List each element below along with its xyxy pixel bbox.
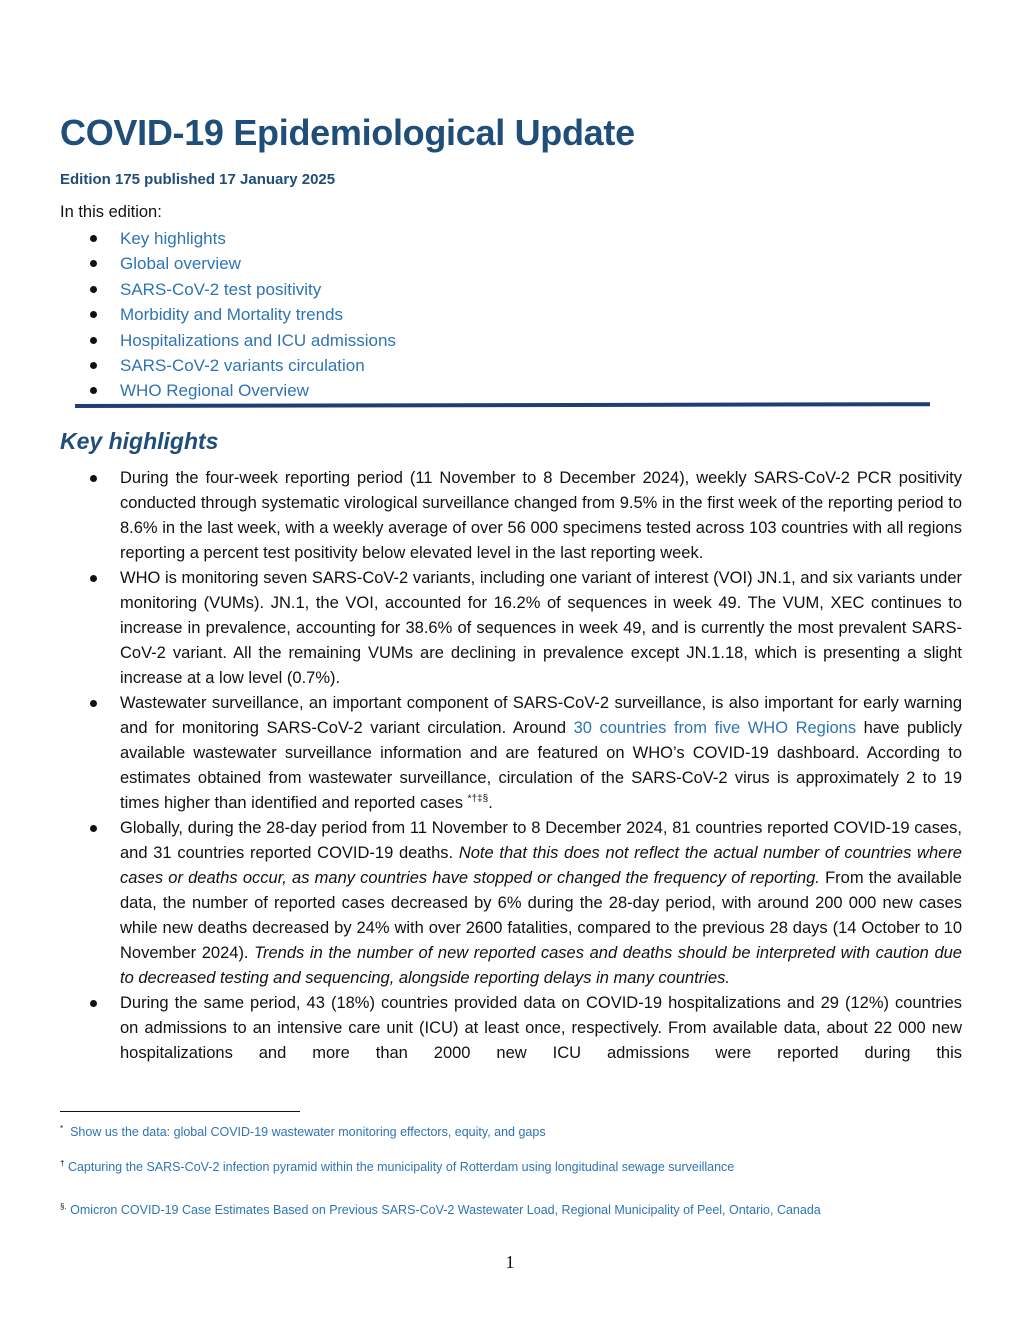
highlight-text: WHO is monitoring seven SARS-CoV-2 variants, including one variant of interest (VOI) JN.1, and six variants under monitoring (VUMs). JN.1, the VOI, accounted for 16.2% of sequences in week 49. The VUM, XEC continues to increase in prevalence, accounting for 38.6% of sequences in week 49, and is currently the most prevalent SARS-CoV-2 variant. All the remaining VUMs are declining in prevalence except JN.1.18, which is presenting a slight increase at a low level (0.7%). <box>120 569 962 687</box>
footnote-link[interactable]: Show us the data: global COVID-19 wastewater monitoring effectors, equity, and gaps <box>70 1125 546 1140</box>
highlight-text: Wastewater surveillance, an important component of SARS-CoV-2 surveillance, is also important for early warning and for monitoring SARS-CoV-2 variant circulation. Around <box>120 694 962 737</box>
toc-link-key-highlights[interactable]: Key highlights <box>120 229 226 248</box>
footnote-item <box>60 1159 734 1174</box>
highlight-note: Trends in the number of new reported cases and deaths should be interpreted with caution due to decreased testing and sequencing, alongside reporting delays in many countries. <box>120 944 962 987</box>
footnote-link[interactable]: Capturing the SARS-CoV-2 infection pyramid within the municipality of Rotterdam using longitudinal sewage surveillance <box>67 1160 735 1175</box>
key-highlights-heading: Key highlights <box>60 428 219 454</box>
highlight-note: Note that this does not reflect the actual number of countries where cases or deaths occur, as many countries have stopped or changed the frequency of reporting. <box>120 844 962 887</box>
toc-link-morbidity-mortality[interactable]: Morbidity and Mortality trends <box>120 305 343 325</box>
toc-link-regional-overview[interactable]: WHO Regional Overview <box>120 381 309 401</box>
toc-link-variants[interactable]: SARS-CoV-2 variants circulation <box>120 355 365 375</box>
highlight-item <box>90 466 962 566</box>
highlight-item <box>90 991 962 1066</box>
page-number: 1 <box>505 1252 515 1272</box>
toc-item <box>90 251 396 276</box>
toc-item <box>90 302 396 327</box>
highlight-text: Globally, during the 28-day period from 11 November to 8 December 2024, 81 countries reported COVID-19 cases, and 31 countries reported COVID-19 deaths. <box>120 819 962 862</box>
key-highlights-list <box>90 466 962 1066</box>
toc-item <box>90 353 396 378</box>
highlight-text: . <box>488 794 493 812</box>
highlight-text: During the four-week reporting period (11 November to 8 December 2024), weekly SARS-CoV-2 PCR positivity conducted through systematic virological surveillance changed from 9.5% in the first week of the reporting period to 8.6% in the last week, with a weekly average of over 56 000 specimens tested across 103 countries with all regions reporting a percent test positivity below elevated level in the last reporting week. <box>120 469 962 562</box>
footnote-item <box>60 1124 546 1139</box>
highlight-text: During the same period, 43 (18%) countries provided data on COVID-19 hospitalizations and 29 (12%) countries on admissions to an intensive care unit (ICU) at least once, respectively. From available data, about 22 000 new hospitalizations and more than 2000 new ICU admissions were reported during this <box>120 994 962 1062</box>
toc-item <box>90 226 396 251</box>
table-of-contents <box>90 226 396 404</box>
toc-item <box>90 378 396 403</box>
document-title: COVID-19 Epidemiological Update <box>60 112 635 153</box>
toc-item <box>90 328 396 353</box>
footnote-mark: §. <box>60 1202 67 1211</box>
toc-link-test-positivity[interactable]: SARS-CoV-2 test positivity <box>120 279 322 299</box>
footnote-item <box>60 1202 821 1217</box>
footnote-link[interactable]: Omicron COVID-19 Case Estimates Based on Previous SARS-CoV-2 Wastewater Load, Regional Municipality of Peel, Ontario, Canada <box>70 1203 821 1218</box>
footnote-mark: † <box>60 1159 65 1168</box>
highlight-item <box>90 691 962 816</box>
highlight-text: have publicly available wastewater surveillance information and are featured on WHO’s COVID-19 dashboard. According to estimates obtained from wastewater surveillance, circulation of the SARS-CoV-2 virus is approximately 2 to 19 times higher than identified and reported cases <box>120 719 963 812</box>
toc-item <box>90 277 396 302</box>
section-divider <box>75 402 930 408</box>
toc-link-global-overview[interactable]: Global overview <box>120 254 241 274</box>
highlight-text: From the available data, the number of reported cases decreased by 6% during the 28-day period, with around 200 000 new cases while new deaths decreased by 24% with over 2600 fatalities, compared to the previous 28 days (14 October to 10 November 2024). <box>120 869 962 962</box>
footnote-marks: *†‡§ <box>467 793 489 805</box>
highlight-item <box>90 566 962 691</box>
toc-intro: In this edition: <box>60 203 162 221</box>
edition-line: Edition 175 published 17 January 2025 <box>60 171 336 188</box>
footnote-separator <box>60 1111 300 1112</box>
footnote-mark: * <box>60 1124 64 1133</box>
toc-link-hospitalizations[interactable]: Hospitalizations and ICU admissions <box>120 330 396 350</box>
highlight-item <box>90 816 962 991</box>
wastewater-countries-link[interactable]: 30 countries from five WHO Regions <box>573 719 857 737</box>
